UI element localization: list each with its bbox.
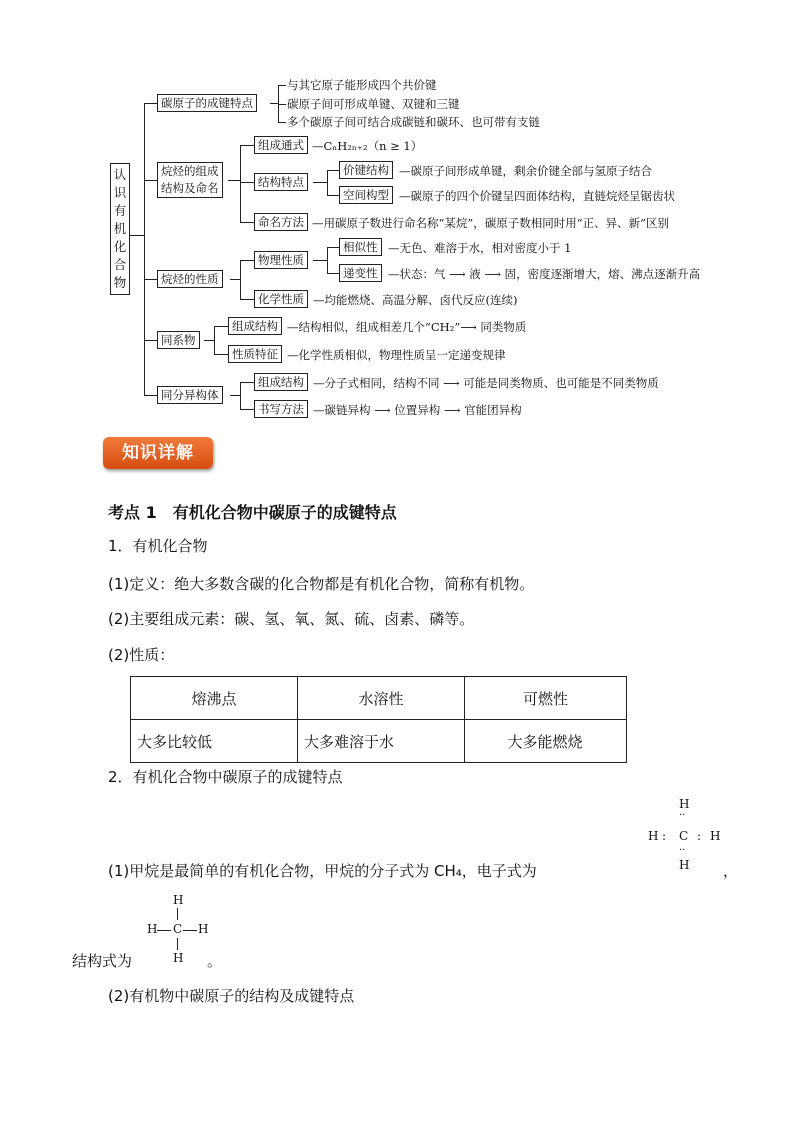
root-box xyxy=(110,163,130,295)
atom-h: H xyxy=(679,797,690,811)
homolog-prop-text: —化学性质相似，物理性质呈一定递变规律 xyxy=(287,348,506,362)
root-char: 识 xyxy=(113,185,127,200)
s1-definition: (1)定义：绝大多数含碳的化合物都是有机化合物，简称有机物。 xyxy=(108,575,535,593)
electron-pair: : xyxy=(662,829,667,843)
s1-title: 1．有机化合物 xyxy=(108,537,208,555)
period: 。 xyxy=(207,952,223,970)
s2-title: 2．有机化合物中碳原子的成键特点 xyxy=(108,768,343,786)
table-cell: 大多比较低 xyxy=(131,720,298,763)
table-cell: 大多能燃烧 xyxy=(465,720,627,763)
similar-box: 相似性 xyxy=(339,238,382,256)
formula-text: —CₙH₂ₙ₊₂（n ≥ 1） xyxy=(312,139,423,153)
structural-label: 结构式为 xyxy=(72,952,133,970)
bond-text: —碳原子间形成单键，剩余价键全部与氢原子结合 xyxy=(399,164,652,178)
isomer-comp-box: 组成结构 xyxy=(254,373,308,391)
b1-item: 多个碳原子间可结合成碳链和碳环、也可带有支链 xyxy=(287,115,540,129)
isomer-comp-text: —分子式相同，结构不同 ⟶ 可能是同类物质、也可能是不同类物质 xyxy=(313,376,659,390)
b1-item: 与其它原子能形成四个共价键 xyxy=(287,78,437,92)
root-char: 合 xyxy=(113,257,127,272)
root-char: 化 xyxy=(113,239,127,254)
root-char: 物 xyxy=(113,275,127,290)
root-char: 认 xyxy=(113,167,127,182)
electron-pair: ·· xyxy=(679,810,686,821)
formula-box: 组成通式 xyxy=(254,136,308,154)
section-heading: 考点 1 有机化合物中碳原子的成键特点 xyxy=(108,503,397,522)
naming-box: 命名方法 xyxy=(254,213,308,231)
b2-label-line: 烷烃的组成 xyxy=(161,164,219,178)
gradient-text: —状态：气 ⟶ 液 ⟶ 固，密度逐渐增大，熔、沸点逐渐升高 xyxy=(388,267,701,281)
gradient-box: 递变性 xyxy=(339,264,382,282)
section-badge: 知识详解 xyxy=(103,437,213,469)
homolog-comp-box: 组成结构 xyxy=(228,317,282,335)
table-header-cell: 可燃性 xyxy=(465,677,627,720)
structure-box: 结构特点 xyxy=(254,173,308,191)
atom-h: H xyxy=(147,922,158,936)
homolog-comp-text: —结构相似，组成相差几个“CH₂”⟶ 同类物质 xyxy=(287,320,527,334)
space-text: —碳原子的四个价键呈四面体结构，直链烷烃呈锯齿状 xyxy=(399,189,675,203)
table-header-cell: 水溶性 xyxy=(298,677,465,720)
atom-h: H xyxy=(679,858,690,872)
similar-text: —无色、难溶于水，相对密度小于 1 xyxy=(388,241,572,255)
isomer-write-box: 书写方法 xyxy=(254,400,308,418)
chemical-text: —均能燃烧、高温分解、卤代反应(连续) xyxy=(313,293,518,307)
atom-h: H xyxy=(198,922,209,936)
comma: ， xyxy=(723,862,739,880)
table-header-cell: 熔沸点 xyxy=(131,677,298,720)
s1-elements: (2)主要组成元素：碳、氢、氧、氮、硫、卤素、磷等。 xyxy=(108,610,475,628)
branch-carbon-bonding: 碳原子的成键特点 xyxy=(157,94,257,112)
atom-c: C xyxy=(679,829,689,843)
bond-box: 价键结构 xyxy=(339,161,393,179)
electron-pair: ·· xyxy=(679,845,686,856)
table-row xyxy=(131,720,627,763)
branch-isomers: 同分异构体 xyxy=(157,386,223,404)
atom-h: H xyxy=(173,951,184,965)
homolog-prop-box: 性质特征 xyxy=(228,345,282,363)
physical-box: 物理性质 xyxy=(254,251,308,269)
table-cell: 大多难溶于水 xyxy=(298,720,465,763)
atom-h: H xyxy=(710,829,721,843)
properties-table xyxy=(130,676,627,763)
s2-methane: (1)甲烷是最简单的有机化合物，甲烷的分子式为 CH₄，电子式为 xyxy=(108,862,537,880)
branch-alkane-composition xyxy=(157,162,223,198)
root-char: 有 xyxy=(113,203,127,218)
table-header-row xyxy=(131,677,627,720)
isomer-write-text: —碳链异构 ⟶ 位置异构 ⟶ 官能团异构 xyxy=(313,403,522,417)
branch-alkane-properties: 烷烃的性质 xyxy=(157,270,223,288)
electron-pair: : xyxy=(697,829,702,843)
branch-homologs: 同系物 xyxy=(157,331,200,349)
s1-properties: (2)性质： xyxy=(108,646,175,664)
root-char: 机 xyxy=(113,221,127,236)
chemical-box: 化学性质 xyxy=(254,290,308,308)
atom-h: H xyxy=(173,893,184,907)
atom-h: H xyxy=(648,829,659,843)
b1-item: 碳原子间可形成单键、双键和三键 xyxy=(287,97,460,111)
s2-carbon: (2)有机物中碳原子的结构及成键特点 xyxy=(108,987,355,1005)
atom-c: C xyxy=(173,922,183,936)
space-box: 空间构型 xyxy=(339,186,393,204)
naming-text: —用碳原子数进行命名称“某烷”，碳原子数相同时用“正、异、新”区别 xyxy=(312,216,670,230)
b2-label-line: 结构及命名 xyxy=(161,181,219,195)
